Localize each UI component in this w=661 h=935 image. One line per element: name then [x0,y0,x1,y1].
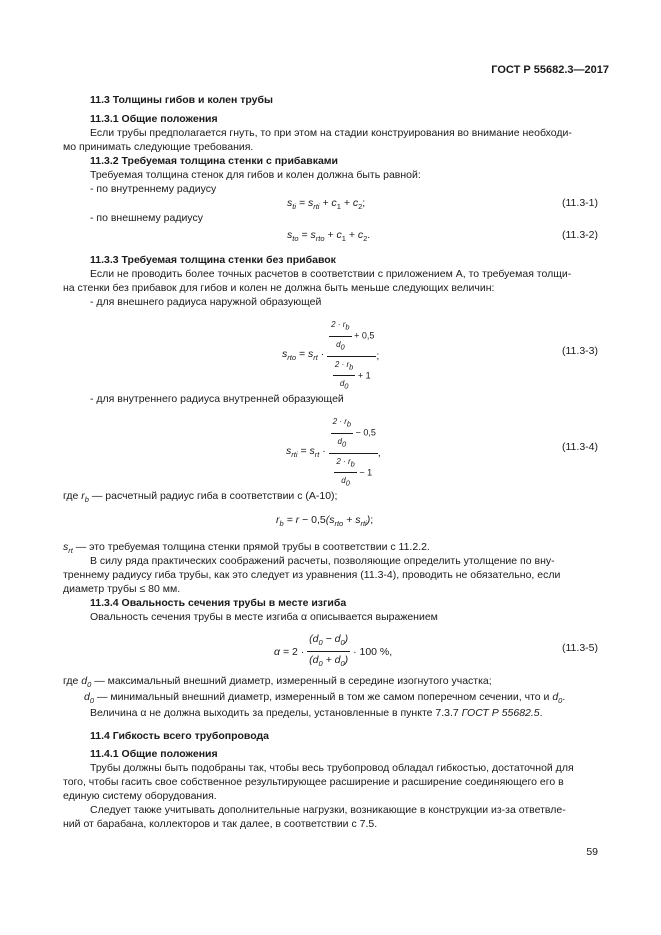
formula-11-3-1: $s_{ti} = s_{rti} + c_1 + c_2$; [287,197,366,212]
definition-d0-max: где $d_0$ — максимальный внешний диаметр, измеренный в середине изогнутого участка; [63,675,492,690]
formula-11-3-2: $s_{to} = s_{rto} + c_1 + c_2$. [287,229,371,244]
text-line: В силу ряда практических соображений расчеты, позволяющие определить утолщение по вну- [90,555,555,567]
d0-min-definition-text: — минимальный внешний диаметр, измеренный в том же самом поперечном сечении, что и [96,691,550,703]
section-11-3-1-title: 11.3.1 Общие положения [90,113,218,125]
equation-number: (11.3-3) [562,345,598,357]
formula-11-3-5: α = 2 · $\frac{(d_0 - d_0)}{(d_0 + d_0)}$ · 100 %, [274,632,392,672]
list-item: - для внешнего радиуса наружной образующей [90,296,322,308]
equation-number: (11.3-4) [562,441,598,453]
section-11-3-title: 11.3 Толщины гибов и колен трубы [90,94,273,106]
list-item: - по внешнему радиусу [90,212,203,224]
list-item: - для внутреннего радиуса внутренней образующей [90,393,344,405]
formula-rb: $r_b = r - 0,5(s_{rto} + s_{rti})$; [276,514,374,529]
text-line: Если не проводить более точных расчетов в соответствии с приложением А, то требуемая толщи- [90,268,572,280]
section-11-3-4-title: 11.3.4 Овальность сечения трубы в месте изгиба [90,597,347,609]
text-line: на стенки без прибавок для гибов и колен не должна быть меньше следующих величин: [63,282,495,294]
text-line: треннему радиусу гиба трубы, как это следует из уравнения (11.3-4), проводить не обязательно, если [63,569,561,581]
page-number: 59 [586,846,598,858]
section-11-3-3-title: 11.3.3 Требуемая толщина стенки без прибавок [90,254,336,266]
text-line: Если трубы предполагается гнуть, то при этом на стадии конструирования во внимание необходи- [90,127,572,139]
definition-d0-min: $d_0$ — минимальный внешний диаметр, измеренный в том же самом поперечном сечении, что и $d_0$. [84,691,566,706]
equation-number: (11.3-1) [562,197,598,209]
formula-11-3-4: $s_{rti} = s_{rt}$ · $\frac{2 \cdot r_b}{d_0}$ − 0,5 $\frac{2 \cdot r_b}{d_0}$ − 1 , [286,415,381,491]
rb-definition-text: — расчетный радиус гиба в соответствии с (А-10); [91,490,338,502]
list-item: - по внутреннему радиусу [90,183,217,195]
d0-max-definition-text: — максимальный внешний диаметр, измеренный в середине изогнутого участка; [94,675,492,687]
formula-percent: 100 %, [359,645,393,658]
equation-number: (11.3-5) [562,642,598,654]
where-label: где [63,675,79,687]
srt-definition-text: — это требуемая толщина стенки прямой трубы в соответствии с 11.2.2. [75,541,430,553]
section-11-3-2-title: 11.3.2 Требуемая толщина стенки с прибавками [90,155,339,167]
text-line: ний от барабана, коллекторов и так далее, в соответствии с 7.5. [63,818,378,830]
text-line: диаметр трубы ≤ 80 мм. [63,583,181,595]
equation-number: (11.3-2) [562,229,598,241]
alpha-limit-text: Величина α не должна выходить за пределы, установленные в пункте 7.3.7 [90,707,459,719]
section-11-4-title: 11.4 Гибкость всего трубопровода [90,730,270,742]
text-line: Следует также учитывать дополнительные нагрузки, возникающие в конструкции из-за ответвле- [90,804,566,816]
definition-rb: где $r_b$ — расчетный радиус гиба в соответствии с (А-10); [63,490,338,505]
alpha-limit-line: Величина α не должна выходить за пределы, установленные в пункте 7.3.7 ГОСТ Р 55682.5. [90,707,543,719]
definition-srt: $s_{rt}$ — это требуемая толщина стенки прямой трубы в соответствии с 11.2.2. [63,541,430,556]
where-label: где [63,490,79,502]
standard-header: ГОСТ Р 55682.3—2017 [491,64,609,76]
text-line: того, чтобы гасить свое собственное результирующее расширение и расширение соединяющего его в [63,776,564,788]
text-line: мо принимать следующие требования. [63,141,254,153]
text-line: Трубы должны быть подобраны так, чтобы весь трубопровод обладал гибкостью, достаточной для [90,762,574,774]
formula-11-3-3: $s_{rto} = s_{rt}$ · $\frac{2 \cdot r_b}{d_0}$ + 0,5 $\frac{2 \cdot r_b}{d_0}$ + 1 ; [282,318,379,394]
section-11-4-1-title: 11.4.1 Общие положения [90,748,218,760]
text-line: единую систему оборудования. [63,790,217,802]
gost-reference: ГОСТ Р 55682.5 [461,707,540,719]
text-line: Требуемая толщина стенок для гибов и колен должна быть равной: [90,169,421,181]
text-line: Овальность сечения трубы в месте изгиба α описывается выражением [90,611,438,623]
